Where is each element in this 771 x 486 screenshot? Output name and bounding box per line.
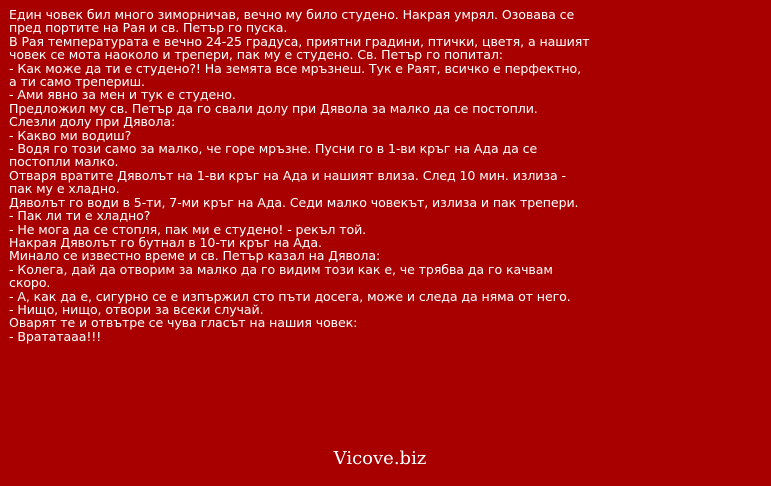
joke-line: Минало се известно време и св. Петър казал на Дявола: [9, 248, 381, 264]
joke-line: - А, как да е, сигурно се е изпържил сто пъти досега, може и следа да няма от него. [9, 288, 571, 304]
joke-line: Слезли долу при Дявола: [9, 114, 176, 130]
joke-line: - Ами явно за мен и тук е студено. [9, 87, 236, 103]
joke-line: пред портите на Рая и св. Петър го пуска. [9, 20, 288, 36]
joke-line: - Не мога да се стопля, пак ми е студено! - рекъл той. [9, 221, 367, 237]
joke-line: - Нищо, нищо, отвори за всеки случай. [9, 301, 264, 317]
joke-text [9, 8, 764, 343]
joke-line: - Как може да ти е студено?! На земята все мръзнеш. Тук е Раят, всичко е перфектно, [9, 60, 581, 76]
joke-line: Един човек бил много зиморничав, вечно му било студено. Накрая умрял. Озовава се [9, 7, 575, 22]
joke-line: човек се мота наоколо и трепери, пак му е студено. Св. Петър го попитал: [9, 47, 503, 63]
joke-line: Предложил му св. Петър да го свали долу при Дявола за малко да се постопли. [9, 100, 538, 116]
joke-line: - Водя го този само за малко, че горе мръзне. Пусни го в 1-ви кръг на Ада да се [9, 141, 538, 157]
joke-line: Оварят те и отвътре се чува гласът на нашия човек: [9, 315, 358, 331]
joke-line: пак му е хладно. [9, 181, 120, 197]
joke-line: скоро. [9, 275, 51, 291]
joke-line: постопли малко. [9, 154, 119, 170]
joke-line: Отваря вратите Дяволът на 1-ви кръг на Ада и нашият влиза. След 10 мин. излиза - [9, 167, 566, 183]
joke-line: Накрая Дяволът го бутнал в 10-ти кръг на Ада. [9, 234, 322, 250]
site-watermark: Vicove.biz [333, 448, 427, 469]
joke-line: - Какво ми водиш? [9, 127, 132, 143]
joke-line: - Врататааа!!! [9, 328, 102, 344]
joke-line: - Колега, дай да отворим за малко да го видим този как е, че трябва да го качвам [9, 261, 553, 277]
joke-line: а ти само трепериш. [9, 74, 145, 90]
joke-line: В Рая температурата е вечно 24-25 градуса, приятни градини, птички, цветя, а нашият [9, 33, 590, 49]
joke-line: Дяволът го води в 5-ти, 7-ми кръг на Ада. Седи малко човекът, излиза и пак трепери. [9, 194, 579, 210]
joke-line: - Пак ли ти е хладно? [9, 208, 151, 224]
